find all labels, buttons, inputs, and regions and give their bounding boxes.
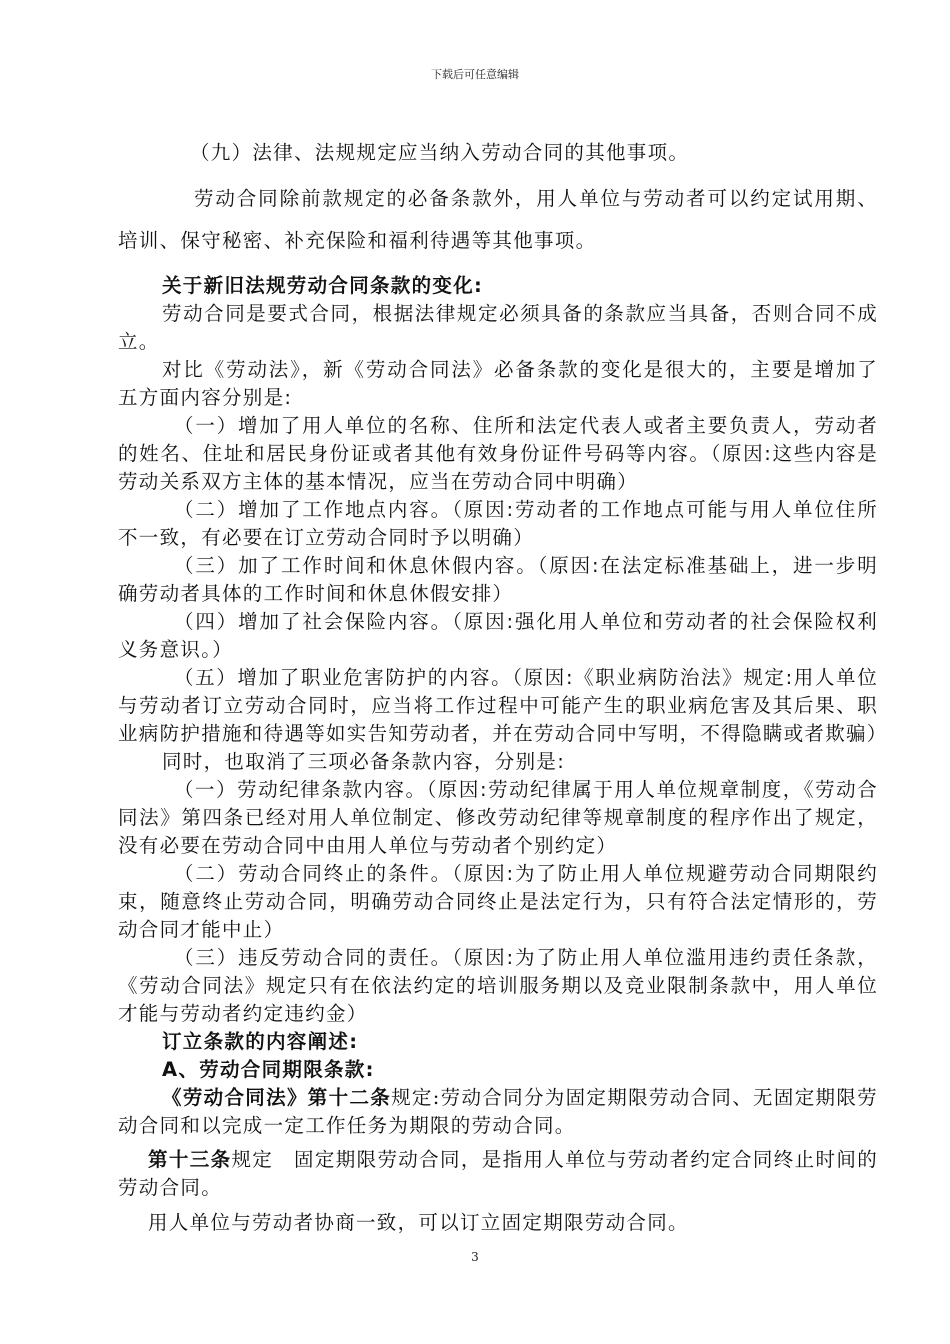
- paragraph-added-1: （一）增加了用人单位的名称、住所和法定代表人或者主要负责人，劳动者的姓名、住址和居民身份证或者其他有效身份证件号码等内容。（原因:这些内容是劳动关系双方主体的基本情况，应当在劳动合同中明确）: [118, 414, 878, 493]
- paragraph-fixed-term: 用人单位与劳动者协商一致，可以订立固定期限劳动合同。: [148, 1211, 689, 1234]
- paragraph-removed-3: （三）违反劳动合同的责任。（原因:为了防止用人单位滥用违约责任条款，《劳动合同法》规定只有在依法约定的培训服务期以及竞业限制条款中，用人单位才能与劳动者约定违约金）: [118, 946, 878, 1025]
- paragraph-removed-intro: 同时，也取消了三项必备条款内容，分别是:: [162, 750, 566, 773]
- paragraph-added-4: （四）增加了社会保险内容。（原因:强化用人单位和劳动者的社会保险权利义务意识。）: [118, 610, 878, 661]
- section-heading-changes: 关于新旧法规劳动合同条款的变化:: [162, 274, 484, 297]
- paragraph-added-5: （五）增加了职业危害防护的内容。（原因:《职业病防治法》规定:用人单位与劳动者订立劳动合同时，应当将工作过程中可能产生的职业病危害及其后果、职业病防护措施和待遇等如实告知劳动者，并在劳动合同中写明，不得隐瞒或者欺骗）: [118, 666, 888, 745]
- paragraph-optional-terms: 劳动合同除前款规定的必备条款外，用人单位与劳动者可以约定试用期、培训、保守秘密、补充保险和福利待遇等其他事项。: [118, 187, 878, 252]
- article-13-ref: 第十三条: [148, 1148, 232, 1171]
- document-body: [118, 132, 888, 1244]
- article-12-text: 规定:劳动合同分为固定期限劳动合同、无固定期限劳动合同和以完成一定工作任务为期限的劳动合同。: [118, 1086, 878, 1137]
- paragraph-added-2: （二）增加了工作地点内容。（原因:劳动者的工作地点可能与用人单位住所不一致，有必要在订立劳动合同时予以明确）: [118, 498, 878, 549]
- page-number: 3: [471, 1250, 479, 1264]
- paragraph-added-3: （三）加了工作时间和休息休假内容。（原因:在法定标准基础上，进一步明确劳动者具体的工作时间和休息休假安排）: [118, 554, 878, 605]
- article-12-ref: 《劳动合同法》第十二条: [162, 1086, 392, 1109]
- page-header: 下载后可任意编辑: [431, 68, 519, 81]
- paragraph-removed-2: （二）劳动合同终止的条件。（原因:为了防止用人单位规避劳动合同期限约束，随意终止劳动合同，明确劳动合同终止是法定行为，只有符合法定情形的，劳动合同才能中止）: [118, 862, 878, 941]
- section-heading-term-a: A、劳动合同期限条款:: [162, 1058, 375, 1081]
- section-heading-terms: 订立条款的内容阐述:: [162, 1030, 359, 1053]
- paragraph-formal-contract: 劳动合同是要式合同，根据法律规定必须具备的条款应当具备，否则合同不成立。: [118, 302, 878, 353]
- paragraph-article-12: [118, 1084, 878, 1140]
- paragraph-comparison: 对比《劳动法》，新《劳动合同法》必备条款的变化是很大的，主要是增加了五方面内容分别是:: [118, 358, 878, 409]
- article-13-text: 规定 固定期限劳动合同，是指用人单位与劳动者约定合同终止时间的劳动合同。: [118, 1148, 878, 1199]
- paragraph-removed-1: （一）劳动纪律条款内容。（原因:劳动纪律属于用人单位规章制度，《劳动合同法》第四条已经对用人单位制定、修改劳动纪律等规章制度的程序作出了规定，没有必要在劳动合同中由用人单位与劳动者个别约定）: [118, 778, 878, 857]
- paragraph-article-13: [118, 1146, 878, 1202]
- paragraph-item-9: （九）法律、法规规定应当纳入劳动合同的其他事项。: [190, 141, 690, 164]
